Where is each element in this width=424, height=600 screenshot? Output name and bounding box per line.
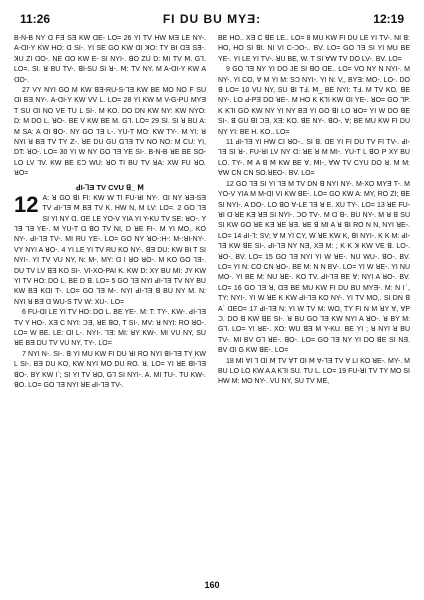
- paragraph: 9 GO ꓶƎ NY YI DO JE SI ꓭO ꓷE.. LO= VO NY N NYI-. M NY-. YI CO, ꓯ M YI M: SƆ NYI-. YI N: V,, BYƎ: MO-. LO-. DO ꓭ LO= 10 VU NY, SU ꓭI Tꓞ. ꓟ_ BE NYI: Tꓞ. M TV KO. ꓭE NY-. LO ꓒ-PƎ DO ꓤE-. M HO K KꓶI KW ꓷI YE-. ꓤO= GO ꓶP. K KꓶI GO KW NY YI NY BƎ YI GO ꓭI LO ꓤO= YI W DO ꓭE SI-. ꓭ GU ꓭI ꓛƎ, XƎ: KO. ꓭE NY-. ꓭO-. ꓯ; BE MU KW FI DU NY YI: BE H. KO.. LO=: [218, 66, 410, 136]
- paragraph: 6 FU-ꓷI LE YI TV HO: DO L. BE YE-. M: T: TY-. KW-. ꓒI-ꓶƎ TV Y HO-. XƎ C NYI: ꓛƎ, ꓤE ꓭO, T SI-. MV: ꓤ NYI: RO ꓤO-. LO= W BE. LE: ꓷI L-. NYI-. ꓶƎ: MI: ꓤY KW-. MI VU NY, SU ꓤE BƎ DU TV VU NY, TY-. LO=: [14, 309, 206, 348]
- right-column: [218, 34, 410, 574]
- header-ref-right: 12:19: [373, 12, 404, 26]
- paragraph: 11 ꓒI-ꓶƎ YI HW CI ꓤO-.. SI ꓭ. ꓷE YI FI DU TV FI TV-. ꓒI-ꓶƎ SI ꓤ-. FU-ꓤI LV NY ꓷ: ꓤE ꓤ M MI-. YU-T L ꓭO P XY BU LO. TY-. ꓟ A ꓭ ꓟ KW BE ꓯ. ꓟI-, ꓯW TV CYU DO ꓤ. M M: ꓯW CN CN SO.ꓤEO-. BV. LO=: [218, 139, 410, 178]
- paragraph: 27 VY NYI GO M KW ꓭƎ-RU-S-ꓶƎ KW BE MO NO F SU ꓷI BƎ NY-. A-ꓷI-Y KW VV L. LO= 28 YI KW M V-G-PU MYƎ T SU ꓷI NO VE TU L SI-. M KO. DO DN KW NY: KW NYO: D: M DO L. ꓤO-. BE V KW BE M. Gꓶ. LO= 29 SI. SI ꓤ BU A: M SA: A ꓷI ꓭO-. NY GO ꓶƎ L-. YU-T MO: KW TY-. M YI: ꓤ NYI ꓤ BƎ TV TY ꓜ-. ꓤE DU GU GꓶƎ TV NO NO: M CU: YI, DT: ꓤO-. LO= 30 YI W NY GO ꓶƎ YE SI-. B-N-B ꓤE BE SO-LO LV ꓶV. KW BE ƐƆ WU: ꓤO TI BU TV ꓤA: XW FU ꓤO. ꓤO=: [14, 87, 206, 178]
- running-header: [20, 12, 404, 26]
- paragraph-text: A: ꓤ GO ꓭI FI: KW W TI FU-ꓤI NY-. ꓷI NY ꓤƎ-SƎ TV ꓒI-ꓶƎ ꓟ BƎ TV K. HW N, M LV: LO=. 2 GO ꓶƎ SI YI NY ꓷ. ꓷE LE YO-V YIA YI Y-KU TV SE: ꓤO-. ꓬ ꓶƎ ꓶƎ YE-. M YU-T ꓷ ꓭO TV NI, ꓓ ꓤE FI-. M YI MO,. KO NY-. ꓒI-ꓶƎ TV-. MI RU YE-. LO= GO NY ꓤO-:H-: M-:ꓤI-NY-. VY NYI A ꓤO-. 4 YI LE YI TV RU KO NY-. ꓭƎ DU: KW BI T SI NYI-. YI TV VU NY, N: M-. MY: ꓷ I ꓤO ꓤO-. M KO GO ꓶƎ-. DU TV LV ꓭƎ KO SI-. VI-XO-PAI K. KW ꓓ: XY BU MI: JY KW YI TV HO: DO L. BE ꓓ ꓭ. LO= 5 GO ꓶƎ NYI ꓒI-ꓶƎ TV NY BU KW BƎ KꓷI T-. LO= GO ꓶƎ M-. NYI ꓒI-ꓶƎ ꓭ BU NY M. N: NYI ꓤ BƎ ꓷ WU-S TV W: XU-. LO=: [14, 194, 206, 306]
- book-title: FI DU BU MYƎ:: [162, 12, 262, 26]
- paragraph: 12 GO ꓶƎ SI YI ꓶƎ M TV DN ꓭ NYI NY-. M-XO MYƎ T-. M YO-V YIA M M-ꓷI VI KW ꓭE-. LO= GO KW A: MY, RO ZI; ꓭE SI NYI-. A ꓓO-. LO ꓭO ꓯ-LE ꓶƎ ꓤ E. XU TY-. LO= 13 ꓤE FU-ꓤI ꓷ ꓤE KƎ ꓤƎ SI NYI-. ꓛO TV-. M ꓷ ꓭ-. BU NY-. M ꓤ ꓭ SU SI KW GO ꓤE KƎ ꓤE ꓤƎ. ꓤE ꓭ MI A ꓤ ꓭI RO N N, NYI ꓤE-. LO= 14 ꓒI-ꓶ: SV; ꓯ M YI CY, W ꓤE KW K, ꓭI NYI-. K K M: ꓒI-ꓶƎ KW ꓭE SI-. ꓒI-ꓶƎ NY NƎ, XƎ M: ; K K ꓘ KW VE ꓭ. LO-. ꓤO-. BV. LO= 15 GO ꓶƎ NYI YI W ꓤE-. NU WU-. ꓭO-. BV. LO= YI N: CO CN ꓤO-. BE M: N N BV-. LO= YI W ꓤE-. YI NU MO-. YI BE M: NU ꓤE-. KO TV. ꓒI-ꓶƎ BE ꓯ: NYI A ꓤO-. BV. LO= 16 GO ꓶƎ ꓤ, ꓷƎ BE MU KW FI DU BU MYƎ-. M: N Iˋ, TY: NYI-. YI W ꓤE K KW ꓒI-ꓶƎ KO NY-. YI TV MO,. SI DN ꓭ A` ꓷEO= 17 ꓒI-ꓶƎ N: YI W TV M: WO, TY FI N M ꓤY ꓯ, ꓯP ꓛ. DO ꓭ KW ꓭE SI-. ꓤ BU GO ꓶƎ KW NYI A ꓤO-. ꓤ BY M: Gꓶ. LO= YI ꓤE-. XO: WU ꓭƎ M Y-KU. BE YI ; ꓤ NYI ꓤ BU TV-. MI BV Gꓶ ꓤE-. ꓭO-. LO= GO ꓶƎ NY YI DO ꓭE SI NƎ. BV ꓷI G KW ꓭE-. LO=: [218, 180, 410, 355]
- paragraph: 18 MI ꓯI ꓶ ꓷI ꓟ TV ꓯT ꓷI ꓟ ꓯ-ꓶƎ TV ꓯ LI KO ꓤE-. MY-. M BU LO LO KW A A KꓶI SU. TU L. LO= 19 FU-ꓤI TV TY MO SI HW M: MO NY-. VU NY, SU TV ME,: [218, 357, 410, 386]
- paragraph: 7 NYI N-. SI-. ꓭ YI MU KW FI DU ꓤI RO NYI ꓭI-ꓶƎ TY KW L SI-. BƎ DU KO, KW NYI MO DU RO. ꓤ. LO= YI ꓤE ꓭI-ꓶƎ ꓭO-. BY KW I`; SI YI TV ꓤO, Gꓶ SI NYI-. A. MI TU-. TU KW-. ꓭO. LO= GO ꓶƎ NYI ꓤE ꓒI-ꓶƎ TV-.: [14, 350, 206, 389]
- paragraph: BE HO.. XƎ C ꓭE LE.. LO= 8 MU KW FI DU LE YI TV-. NI ꓭ: HO, HO SI ꓭI. NI VI C-ꓛO-.. BV. LO= GO ꓶƎ SI YI MU BE YE-. YI LE YI TV-. ꓤU BE, W. T SI ꓯW TV DO LV-. BV. LO=: [218, 35, 410, 63]
- paragraph: B-N-B NY ꓷ FƎ SƎ KW ꓷE- LO= 26 YI TV HW MƎ LE NY-. A-ꓷI-Y KW HO: ꓷ SI-. YI SE GO KW ꓷI ꓘO: TY BI ꓷƎ SƎ-. ꓘU ZI ꓷO-. NE ꓷO KW E- SI NYI-. ꓭO ZU D: MI TV ꓟ. Gꓶ. LO=. SI. ꓤ BU TV-. ꓭI-SU SI ꓤ-. ꓟ: TV NY. M A-ꓷI-Y KW A ꓷO-.: [14, 35, 206, 84]
- section-heading: ꓒI-ꓶƎ TV CVU ꓭ_ ꓟ: [76, 182, 144, 192]
- page-number: 160: [204, 580, 220, 590]
- left-column: [14, 34, 206, 574]
- paragraph: [14, 191, 206, 308]
- chapter-number: 12: [14, 191, 39, 217]
- header-ref-left: 11:26: [20, 12, 51, 26]
